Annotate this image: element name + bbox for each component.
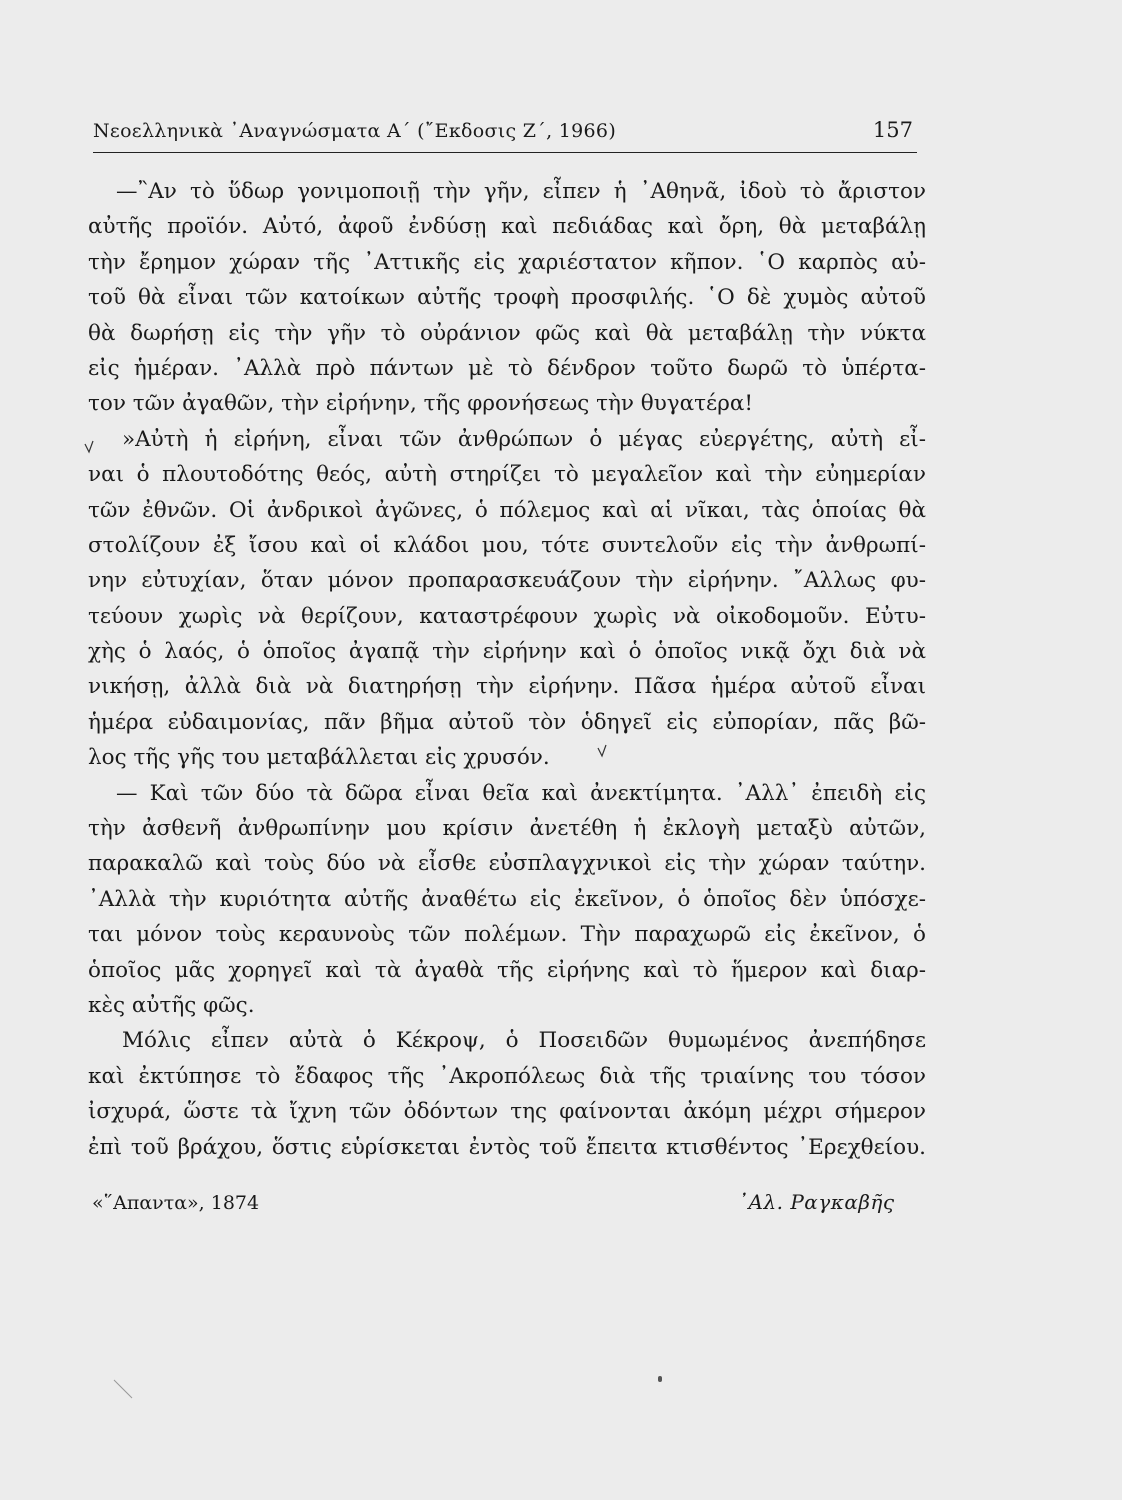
ink-spot	[658, 1376, 662, 1382]
text-line: καὶ ἐκτύπησε τὸ ἔδαφος τῆς ᾽Ακροπόλεως διὰ τῆς τριαίνης του τόσον	[88, 1063, 926, 1089]
source-citation: «῞Απαντα», 1874	[92, 1192, 260, 1214]
text-line: παρακαλῶ καὶ τοὺς δύο νὰ εἶσθε εὐσπλαγχνικοὶ εἰς τὴν χώραν ταύτην.	[88, 851, 926, 877]
running-header	[93, 118, 917, 153]
text-line: τὴν ἀσθενῆ ἀνθρωπίνην μου κρίσιν ἀνετέθη ἡ ἐκλογὴ μεταξὺ αὐτῶν,	[88, 816, 926, 842]
text-line: ἐπὶ τοῦ βράχου, ὅστις εὑρίσκεται ἐντὸς τοῦ ἔπειτα κτισθέντος ᾽Ερεχθείου.	[88, 1134, 926, 1160]
text-line: ἡμέρα εὐδαιμονίας, πᾶν βῆμα αὐτοῦ τὸν ὁδηγεῖ εἰς εὐπορίαν, πᾶς βῶ-	[88, 709, 926, 735]
text-line: λος τῆς γῆς του μεταβάλλεται εἰς χρυσόν.	[88, 745, 550, 771]
text-line: Μόλις εἶπεν αὐτὰ ὁ Κέκροψ, ὁ Ποσειδῶν θυμωμένος ἀνεπήδησε	[122, 1028, 926, 1054]
text-line: θὰ δωρήσῃ εἰς τὴν γῆν τὸ οὐράνιον φῶς καὶ θὰ μεταβάλῃ τὴν νύκτα	[88, 320, 926, 346]
scan-artifact-icon	[112, 1378, 136, 1400]
text-line: χὴς ὁ λαός, ὁ ὁποῖος ἀγαπᾷ τὴν εἰρήνην καὶ ὁ ὁποῖος νικᾷ ὄχι διὰ νὰ	[88, 639, 926, 665]
text-line: αὐτῆς προϊόν. Αὐτό, ἀφοῦ ἐνδύσῃ καὶ πεδιάδας καὶ ὄρη, θὰ μεταβάλῃ	[88, 214, 926, 240]
pencil-mark-icon	[84, 440, 94, 454]
text-line: —῍Αν τὸ ὕδωρ γονιμοποιῇ τὴν γῆν, εἶπεν ἡ ᾽Αθηνᾶ, ἰδοὺ τὸ ἄριστον	[116, 179, 926, 204]
text-line: στολίζουν ἐξ ἴσου καὶ οἱ κλάδοι μου, τότε συντελοῦν εἰς τὴν ἀνθρωπί-	[88, 532, 926, 558]
text-line: κὲς αὐτῆς φῶς.	[88, 992, 255, 1018]
text-line: νην εὐτυχίαν, ὅταν μόνον προπαρασκευάζουν τὴν εἰρήνην. ῎Αλλως φυ-	[88, 568, 926, 594]
text-line: τεύουν χωρὶς νὰ θερίζουν, καταστρέφουν χωρὶς νὰ οἰκοδομοῦν. Εὐτυ-	[88, 603, 926, 629]
pencil-mark-icon	[597, 744, 607, 758]
text-line: τῶν ἐθνῶν. Οἱ ἀνδρικοὶ ἀγῶνες, ὁ πόλεμος καὶ αἱ νῖκαι, τὰς ὁποίας θὰ	[88, 497, 926, 523]
text-line: — Καὶ τῶν δύο τὰ δῶρα εἶναι θεῖα καὶ ἀνεκτίμητα. ᾽Αλλ᾽ ἐπειδὴ εἰς	[116, 780, 926, 806]
text-line: ᾽Αλλὰ τὴν κυριότητα αὐτῆς ἀναθέτω εἰς ἐκεῖνον, ὁ ὁποῖος δὲν ὑπόσχε-	[88, 886, 926, 912]
text-line: τοῦ θὰ εἶναι τῶν κατοίκων αὐτῆς τροφὴ προσφιλής. ῾Ο δὲ χυμὸς αὐτοῦ	[88, 285, 926, 311]
text-line: τὴν ἔρημον χώραν τῆς ᾽Αττικῆς εἰς χαριέστατον κῆπον. ῾Ο καρπὸς αὐ-	[88, 249, 926, 275]
text-line: τον τῶν ἀγαθῶν, τὴν εἰρήνην, τῆς φρονήσεως τὴν θυγατέρα!	[88, 391, 753, 417]
text-line: ναι ὁ πλουτοδότης θεός, αὐτὴ στηρίζει τὸ μεγαλεῖον καὶ τὴν εὐημερίαν	[88, 462, 926, 488]
text-line: »Αὐτὴ ἡ εἰρήνη, εἶναι τῶν ἀνθρώπων ὁ μέγας εὐεργέτης, αὐτὴ εἶ-	[122, 426, 926, 452]
body-text	[88, 174, 926, 1165]
text-line: νικήσῃ, ἀλλὰ διὰ νὰ διατηρήσῃ τὴν εἰρήνην. Πᾶσα ἡμέρα αὐτοῦ εἶναι	[88, 674, 926, 700]
text-line: ἰσχυρά, ὥστε τὰ ἴχνη τῶν ὀδόντων της φαίνονται ἀκόμη μέχρι σήμερον	[88, 1099, 926, 1125]
text-line: ὁποῖος μᾶς χορηγεῖ καὶ τὰ ἀγαθὰ τῆς εἰρήνης καὶ τὸ ἥμερον καὶ διαρ-	[88, 957, 926, 983]
text-line: εἰς ἡμέραν. ᾽Αλλὰ πρὸ πάντων μὲ τὸ δένδρον τοῦτο δωρῶ τὸ ὑπέρτα-	[88, 355, 926, 381]
header-title: Νεοελληνικὰ ᾽Αναγνώσματα Α´ (῎Εκδοσις Ζ´, 1966)	[93, 120, 617, 142]
text-line: ται μόνον τοὺς κεραυνοὺς τῶν πολέμων. Τὴν παραχωρῶ εἰς ἐκεῖνον, ὁ	[88, 922, 926, 948]
author-name: ᾽Αλ. Ραγκαβῆς	[738, 1190, 895, 1214]
page-number: 157	[872, 118, 913, 142]
